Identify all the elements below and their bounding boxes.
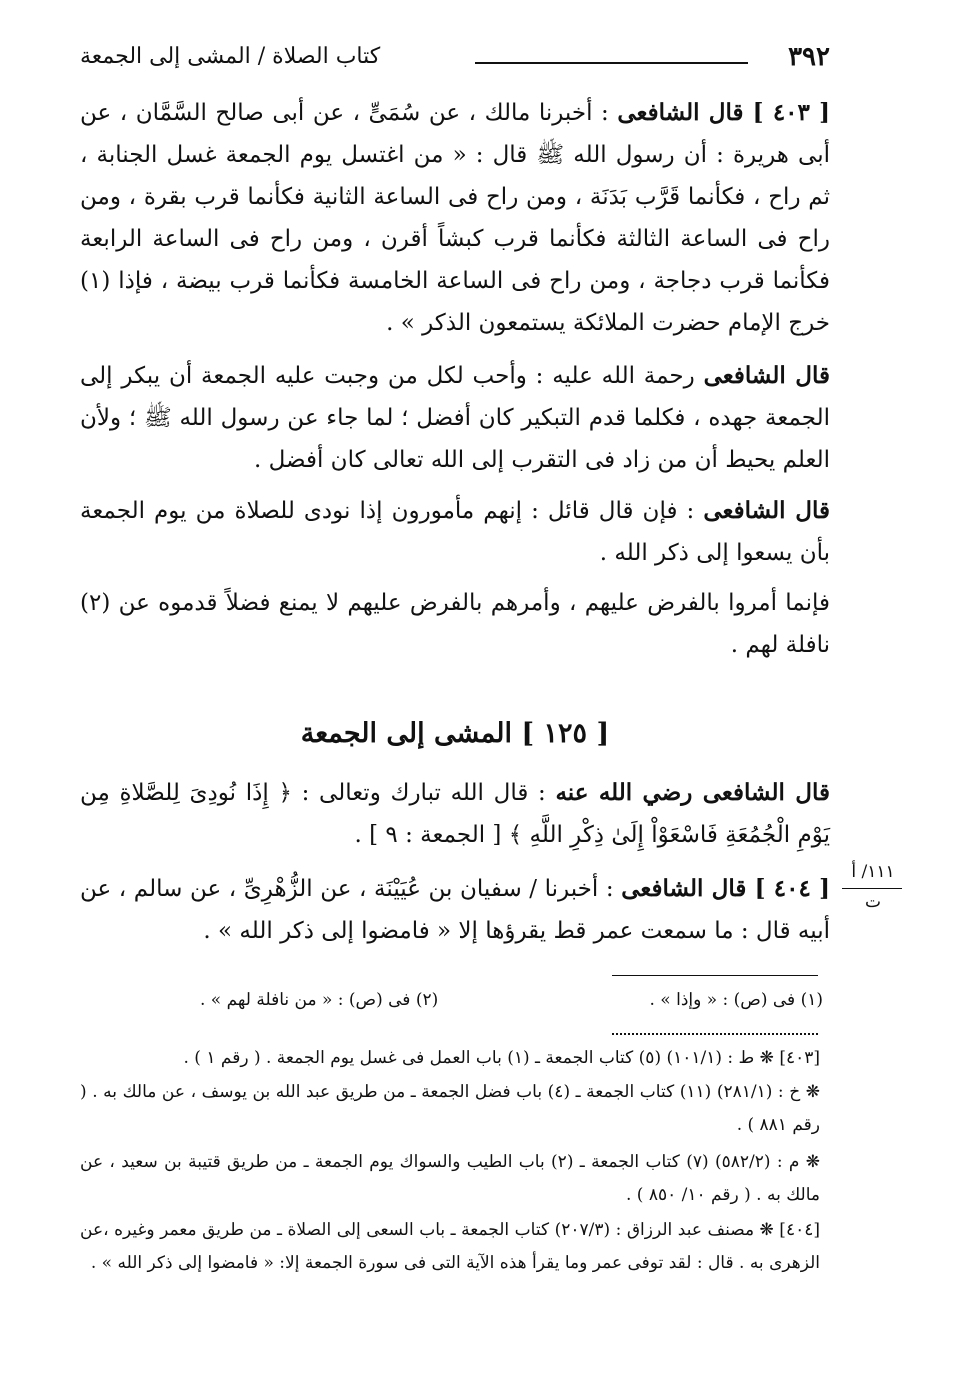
margin-note-top: ١١١/ أ <box>851 862 895 882</box>
paragraph-text: : قال الله تبارك وتعالى : ﴿ إِذَا نُودِىَ لِلصَّلاةِ مِن يَوْمِ الْجُمُعَةِ فَاسْعَوْاْ إِلَىٰ ذِكْرِ اللَّهِ ﴾ [ الجمعة : ٩ ] . <box>80 780 830 848</box>
margin-note-bottom: ت <box>864 892 881 912</box>
paragraph-text: رحمة الله عليه : وأحب لكل من وجبت عليه الجمعة أن يبكر إلى الجمعة جهده ، فكلما قدم التبكير كان أفضل ؛ لما جاء عن رسول الله ﷺ ؛ ولأن العلم يحيط أن من زاد فى التقرب إلى الله تعالى كان أفضل . <box>80 363 830 473</box>
paragraph-section-1 <box>80 772 830 856</box>
paragraph-lead: [ ٤٠٤ ] قال الشافعى <box>621 875 830 902</box>
paragraph-lead: قال الشافعى <box>703 362 831 389</box>
source-entry: ❋ م : (٥٨٢/٢) (٧) كتاب الجمعة ـ (٢) باب الطيب والسواك يوم الجمعة ـ من طريق قتيبة بن سعيد ، عن مالك به . ( رقم ١٠/ ٨٥٠ ) . <box>80 1152 820 1205</box>
paragraph-text: : أخبرنا / سفيان بن عُيَيْنَة ، عن الزُّهْرِىِّ ، عن سالم ، عن أبيه قال : ما سمعت عمر قط يقرؤها إلا « فامضوا إلى ذكر الله » . <box>80 876 830 944</box>
margin-note <box>838 860 908 914</box>
source-entry: ❋ خ : (٢٨١/١) (١١) كتاب الجمعة ـ (٤) باب فضل الجمعة ـ من طريق عبد الله بن يوسف ، عن مالك به . ( رقم ٨٨١ ) . <box>80 1082 821 1135</box>
margin-rule <box>842 888 902 889</box>
header-rule <box>475 62 748 64</box>
footnote-2: (٢) فى (ص) : « من نافلة لهم » . <box>200 990 439 1010</box>
source-entry: [٤٠٣] ❋ ط : (١٠١/١) (٥) كتاب الجمعة ـ (١) باب العمل فى غسل يوم الجمعة . ( رقم ١ ) . <box>183 1048 820 1068</box>
paragraph-text: : فإن قال قائل : إنهم مأمورون إذا نودى للصلاة من يوم الجمعة بأن يسعوا إلى ذكر الله . <box>80 498 830 566</box>
paragraph-404 <box>80 868 830 952</box>
section-title: [ ١٢٥ ] المشى إلى الجمعة <box>300 718 610 749</box>
source-entry: [٤٠٤] ❋ مصنف عبد الرزاق : (٢٠٧/٣) كتاب الجمعة ـ باب السعى إلى الصلاة ـ من طريق معمر وغيره ،عن الزهرى به . قال : لقد توفى عمر وما يقرأ هذه الآية التى فى سورة الجمعة إلا: « فامضوا إلى ذكر الله » . <box>80 1220 820 1273</box>
paragraph-text: فإنما أمروا بالفرض عليهم ، وأمرهم بالفرض عليهم لا يمنع فضلاً قدموه عن (٢) نافلة لهم . <box>80 590 830 658</box>
paragraph-403 <box>80 92 830 344</box>
sources-rule <box>612 1033 818 1035</box>
paragraph-text: : أخبرنا مالك ، عن سُمَىٍّ ، عن أبى صالح السَّمَّان ، عن أبى هريرة : أن رسول الله ﷺ قال : « من اغتسل يوم الجمعة غسل الجنابة ، ثم راح ، فكأنما قَرَّب بَدَنَة ، ومن راح فى الساعة الثانية فكأنما قرب بقرة ، ومن راح فى الساعة الثالثة فكأنما قرب كبشاً أقرن ، ومن راح فى الساعة الرابعة فكأنما قرب دجاجة ، ومن راح فى الساعة الخامسة فكأنما قرب بيضة ، فإذا (١) خرج الإمام حضرت الملائكة يستمعون الذكر » . <box>80 100 830 336</box>
paragraph-shafii-1 <box>80 355 830 481</box>
paragraph-shafii-2 <box>80 490 830 574</box>
header-title: كتاب الصلاة / المشى إلى الجمعة <box>80 44 381 69</box>
paragraph-lead: قال الشافعى <box>703 497 831 524</box>
footnote-rule <box>612 975 818 976</box>
paragraph-lead: قال الشافعى رضي الله عنه <box>555 779 831 806</box>
paragraph-lead: [ ٤٠٣ ] قال الشافعى <box>617 99 830 126</box>
paragraph-shafii-3 <box>80 582 830 666</box>
page-number: ٣٩٢ <box>788 42 830 72</box>
running-header <box>80 40 830 80</box>
footnote-1: (١) فى (ص) : « وإذا » . <box>649 990 823 1010</box>
